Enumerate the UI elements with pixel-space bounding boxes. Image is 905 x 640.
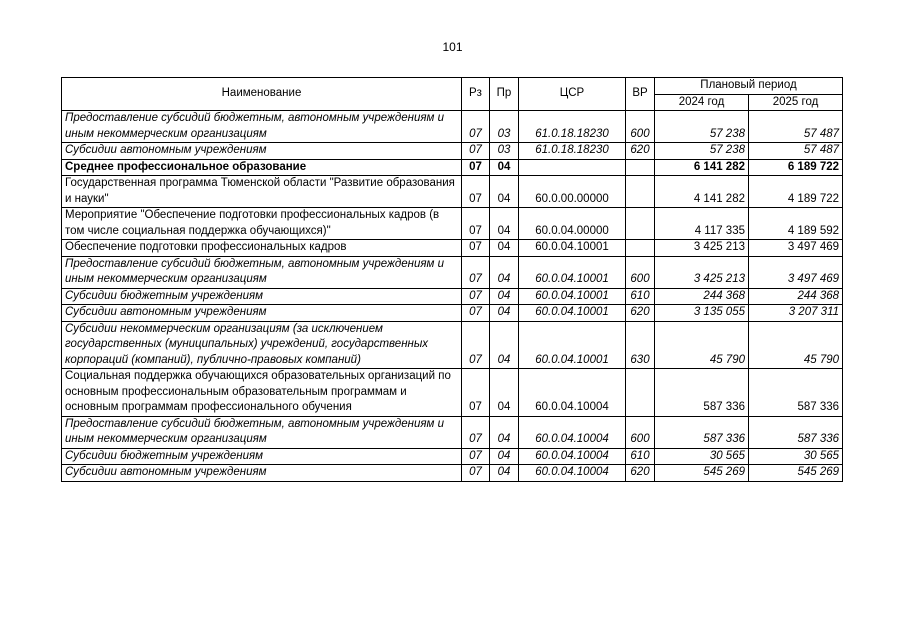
cell-rz: 07 (462, 369, 490, 417)
cell-pr: 04 (490, 208, 519, 240)
cell-2024: 3 425 213 (655, 240, 749, 257)
cell-2025: 45 790 (749, 321, 843, 369)
table-row (62, 465, 843, 482)
table-row (62, 416, 843, 448)
cell-name: Субсидии автономным учреждениям (62, 305, 462, 322)
cell-name: Обеспечение подготовки профессиональных кадров (62, 240, 462, 257)
cell-pr: 04 (490, 240, 519, 257)
cell-rz: 07 (462, 176, 490, 208)
cell-vr (626, 176, 655, 208)
header-name: Наименование (62, 78, 462, 111)
table-row (62, 159, 843, 176)
cell-pr: 04 (490, 305, 519, 322)
cell-2024: 4 117 335 (655, 208, 749, 240)
cell-2024: 3 135 055 (655, 305, 749, 322)
cell-2024: 545 269 (655, 465, 749, 482)
cell-pr: 04 (490, 448, 519, 465)
table-row (62, 288, 843, 305)
cell-csr: 60.0.04.10004 (519, 448, 626, 465)
cell-2024: 57 238 (655, 143, 749, 160)
cell-csr: 60.0.04.10001 (519, 240, 626, 257)
cell-csr: 60.0.04.10004 (519, 416, 626, 448)
cell-2025: 545 269 (749, 465, 843, 482)
cell-rz: 07 (462, 288, 490, 305)
table-body (62, 111, 843, 482)
table-row (62, 143, 843, 160)
cell-name: Субсидии бюджетным учреждениям (62, 448, 462, 465)
cell-pr: 04 (490, 416, 519, 448)
cell-name: Предоставление субсидий бюджетным, автономным учреждениям и иным некоммерческим организациям (62, 256, 462, 288)
cell-name: Предоставление субсидий бюджетным, автономным учреждениям и иным некоммерческим организациям (62, 111, 462, 143)
cell-2025: 244 368 (749, 288, 843, 305)
header-year-2024: 2024 год (655, 94, 749, 111)
cell-csr: 60.0.04.10004 (519, 465, 626, 482)
table-row (62, 448, 843, 465)
header-year-2025: 2025 год (749, 94, 843, 111)
cell-csr: 61.0.18.18230 (519, 111, 626, 143)
table-row (62, 240, 843, 257)
cell-vr (626, 159, 655, 176)
page-number: 101 (442, 40, 463, 54)
cell-pr: 04 (490, 176, 519, 208)
cell-vr: 620 (626, 465, 655, 482)
cell-2024: 587 336 (655, 416, 749, 448)
table-row (62, 208, 843, 240)
cell-rz: 07 (462, 256, 490, 288)
cell-pr: 04 (490, 288, 519, 305)
cell-pr: 04 (490, 465, 519, 482)
table-row (62, 369, 843, 417)
cell-2024: 3 425 213 (655, 256, 749, 288)
cell-csr: 60.0.00.00000 (519, 176, 626, 208)
cell-2025: 6 189 722 (749, 159, 843, 176)
cell-2025: 3 207 311 (749, 305, 843, 322)
cell-rz: 07 (462, 321, 490, 369)
cell-csr: 60.0.04.10001 (519, 305, 626, 322)
table-row (62, 321, 843, 369)
header-rz: Рз (462, 78, 490, 111)
cell-rz: 07 (462, 111, 490, 143)
cell-rz: 07 (462, 159, 490, 176)
header-pr: Пр (490, 78, 519, 111)
cell-2024: 244 368 (655, 288, 749, 305)
cell-csr: 60.0.04.00000 (519, 208, 626, 240)
cell-name: Мероприятие "Обеспечение подготовки профессиональных кадров (в том числе социальная поддержка обучающихся)" (62, 208, 462, 240)
cell-2025: 57 487 (749, 143, 843, 160)
table-row (62, 305, 843, 322)
table-row (62, 111, 843, 143)
cell-pr: 03 (490, 143, 519, 160)
cell-rz: 07 (462, 465, 490, 482)
header-period: Плановый период (655, 78, 843, 95)
cell-name: Предоставление субсидий бюджетным, автономным учреждениям и иным некоммерческим организациям (62, 416, 462, 448)
cell-rz: 07 (462, 143, 490, 160)
cell-vr: 620 (626, 305, 655, 322)
cell-2025: 587 336 (749, 369, 843, 417)
cell-pr: 03 (490, 111, 519, 143)
cell-vr: 600 (626, 256, 655, 288)
cell-csr: 60.0.04.10001 (519, 288, 626, 305)
cell-rz: 07 (462, 305, 490, 322)
cell-name: Субсидии автономным учреждениям (62, 465, 462, 482)
budget-table (61, 77, 843, 482)
cell-vr (626, 208, 655, 240)
cell-rz: 07 (462, 416, 490, 448)
cell-vr: 610 (626, 448, 655, 465)
cell-name: Государственная программа Тюменской области "Развитие образования и науки" (62, 176, 462, 208)
cell-csr (519, 159, 626, 176)
cell-2025: 4 189 592 (749, 208, 843, 240)
cell-csr: 60.0.04.10004 (519, 369, 626, 417)
cell-csr: 60.0.04.10001 (519, 256, 626, 288)
cell-name: Субсидии некоммерческим организациям (за исключением государственных (муниципальных) учреждений, государственных корпораций (компаний), публично-правовых компаний) (62, 321, 462, 369)
header-vr: ВР (626, 78, 655, 111)
cell-2025: 587 336 (749, 416, 843, 448)
table-row (62, 176, 843, 208)
cell-csr: 61.0.18.18230 (519, 143, 626, 160)
cell-2024: 4 141 282 (655, 176, 749, 208)
cell-vr: 610 (626, 288, 655, 305)
cell-pr: 04 (490, 321, 519, 369)
cell-2025: 30 565 (749, 448, 843, 465)
cell-rz: 07 (462, 448, 490, 465)
cell-name: Социальная поддержка обучающихся образовательных организаций по основным профессиональным образовательным программам и основным программам профессионального обучения (62, 369, 462, 417)
cell-2024: 57 238 (655, 111, 749, 143)
cell-vr (626, 240, 655, 257)
cell-2025: 4 189 722 (749, 176, 843, 208)
table-row (62, 256, 843, 288)
cell-2025: 3 497 469 (749, 240, 843, 257)
cell-2025: 57 487 (749, 111, 843, 143)
header-csr: ЦСР (519, 78, 626, 111)
cell-pr: 04 (490, 369, 519, 417)
cell-2025: 3 497 469 (749, 256, 843, 288)
cell-vr: 630 (626, 321, 655, 369)
cell-2024: 587 336 (655, 369, 749, 417)
cell-pr: 04 (490, 159, 519, 176)
cell-name: Среднее профессиональное образование (62, 159, 462, 176)
cell-vr: 620 (626, 143, 655, 160)
cell-vr: 600 (626, 416, 655, 448)
cell-csr: 60.0.04.10001 (519, 321, 626, 369)
cell-name: Субсидии автономным учреждениям (62, 143, 462, 160)
cell-2024: 45 790 (655, 321, 749, 369)
cell-2024: 6 141 282 (655, 159, 749, 176)
cell-2024: 30 565 (655, 448, 749, 465)
cell-pr: 04 (490, 256, 519, 288)
cell-vr (626, 369, 655, 417)
cell-name: Субсидии бюджетным учреждениям (62, 288, 462, 305)
cell-vr: 600 (626, 111, 655, 143)
cell-rz: 07 (462, 208, 490, 240)
cell-rz: 07 (462, 240, 490, 257)
